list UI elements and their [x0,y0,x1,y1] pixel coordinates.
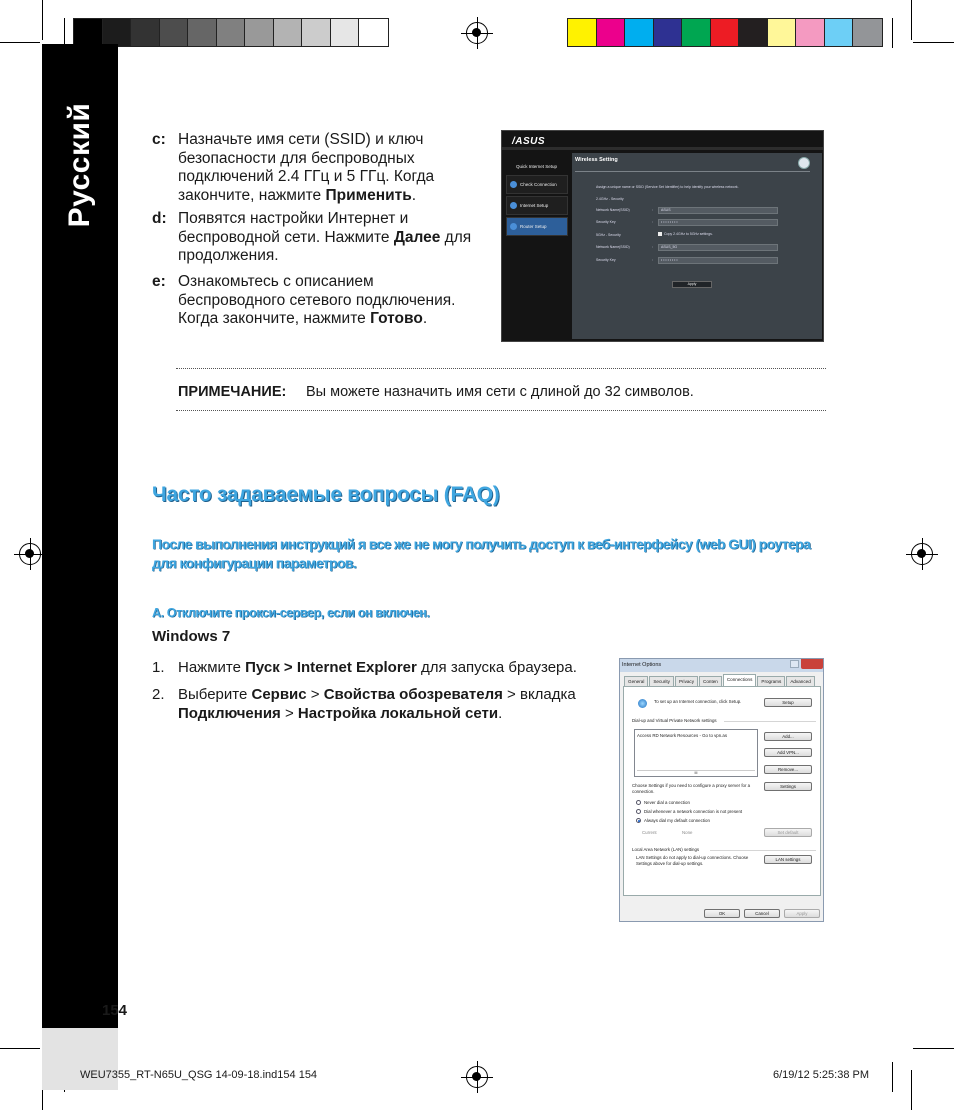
registration-mark-icon [466,22,488,44]
crop-mark [913,1048,954,1049]
crop-mark [911,1070,912,1110]
language-title: Русский [63,102,96,228]
step-label: c: [152,131,166,148]
close-icon[interactable] [801,659,823,669]
tab-security[interactable]: Security [649,676,674,686]
crop-mark [913,42,954,43]
help-icon[interactable] [790,660,799,668]
color-swatch [302,19,331,46]
color-swatch [188,19,217,46]
list-scrollbar[interactable]: III [637,770,755,775]
ssid-5-input[interactable]: ASUS_5G [658,244,778,251]
note-label: ПРИМЕЧАНИЕ: [178,384,287,400]
color-swatch [825,19,854,46]
color-swatch [331,19,360,46]
footer-file-info: WEU7355_RT-N65U_QSG 14-09-18.ind154 154 [80,1069,318,1081]
apply-button[interactable]: Apply [672,281,712,288]
wireless-setting-panel [572,153,822,339]
setup-button[interactable]: Setup [764,698,812,707]
dialog-tabs [624,676,816,686]
color-swatch [160,19,189,46]
panel-description: Assign a unique name or SSID (Service Set Identifier) to help identify your wireless network. [596,185,739,189]
divider [176,368,826,369]
color-swatch [359,19,388,46]
home-icon[interactable] [798,157,810,169]
settings-button[interactable]: Settings [764,782,812,791]
faq-title: Часто задаваемые вопросы (FAQ) [152,483,500,506]
color-swatch [853,19,882,46]
section-5ghz: 5GHz - Security Copy 2.4GHz to 5GHz settings. [596,232,713,237]
connections-tab-body [623,686,821,896]
tab-general[interactable]: General [624,676,648,686]
color-swatch [654,19,683,46]
registration-mark-icon [466,1066,488,1088]
faq-question: После выполнения инструкций я все же не могу получить доступ к веб-интерфейсу (web GUI) роутера для конфигурации параметров. [152,536,811,571]
os-heading: Windows 7 [152,628,231,645]
color-swatch [768,19,797,46]
tab-content[interactable]: Conten [699,676,722,686]
tab-privacy[interactable]: Privacy [675,676,698,686]
menu-item-check-connection[interactable]: Check Connection [506,175,568,194]
registration-mark-icon [911,543,933,565]
tab-advanced[interactable]: Advanced [786,676,814,686]
color-swatch [274,19,303,46]
key-24-row: Security Key : • • • • • • • • [596,219,806,227]
faq-answer-a: A. Отключите прокси-сервер, если он включен. [152,606,430,620]
step-text: Появятся настройки Интернет и беспроводной сети. Нажмите Далее для продолжения. [178,210,472,264]
color-swatch [245,19,274,46]
crop-mark [0,1048,40,1049]
divider [176,410,826,411]
key-24-input[interactable]: • • • • • • • • [658,219,778,226]
step-text: Ознакомьтесь с описанием беспроводного сетевого подключения. Когда закончите, нажмите Готово. [178,273,456,327]
color-swatch [625,19,654,46]
menu-item-router-setup[interactable]: Router Setup [506,217,568,236]
color-swatch-bar [567,18,883,47]
language-tab [52,102,108,228]
internet-options-dialog [619,658,824,922]
list-item[interactable]: Access RD Network Resources - Go to vpn.as [637,733,728,738]
ssid-24-row: Network Name(SSID) : ASUS [596,207,806,215]
asus-logo: /ASUS [512,136,546,147]
radio-label: Always dial my default connection [644,818,710,823]
color-swatch [739,19,768,46]
step-icon [510,202,517,209]
crop-mark [892,18,893,48]
cancel-button[interactable]: Cancel [744,909,780,918]
router-wireless-setting-screenshot [501,130,824,342]
step-label: d: [152,210,167,227]
set-default-button[interactable]: Set default [764,828,812,837]
color-swatch [711,19,740,46]
step-icon [510,181,517,188]
proxy-text: Choose Settings if you need to configure a proxy server for a connection. [632,783,751,794]
dialog-title: Internet Options [622,662,662,668]
lan-settings-button[interactable]: LAN settings [764,855,812,864]
grey-swatch-bar [73,18,389,47]
radio-dial-when-needed[interactable] [636,809,641,814]
panel-title: Wireless Setting [575,157,618,163]
page-number: 154 [102,1002,128,1019]
crop-mark [892,1062,893,1092]
crop-mark [0,42,40,43]
current-label: Current [642,830,657,835]
ssid-24-input[interactable]: ASUS [658,207,778,214]
vpn-list[interactable] [634,729,758,777]
ssid-5-row: Network Name(SSID) : ASUS_5G [596,244,806,252]
dialup-header: Dial-up and Virtual Private Network settings [632,718,717,723]
add-button[interactable]: Add... [764,732,812,741]
key-5-input[interactable]: • • • • • • • • [658,257,778,264]
radio-never-dial[interactable] [636,800,641,805]
lan-text: LAN Settings do not apply to dial-up connections. Choose Settings above for dial-up settings. [636,855,749,866]
radio-always-dial[interactable] [636,818,641,823]
globe-icon [638,699,647,708]
apply-button[interactable]: Apply [784,909,820,918]
quick-setup-menu [506,161,568,238]
tab-programs[interactable]: Programs [757,676,785,686]
current-value: None [682,830,693,835]
lan-header: Local Area Network (LAN) settings [632,847,700,852]
color-swatch [131,19,160,46]
tab-connections[interactable]: Connections [723,674,757,686]
color-swatch [568,19,597,46]
menu-item-internet-setup[interactable]: Internet Setup [506,196,568,215]
color-swatch [103,19,132,46]
crop-mark [42,0,43,40]
remove-button[interactable]: Remove... [764,765,812,774]
color-swatch [597,19,626,46]
footer-timestamp: 6/19/12 5:25:38 PM [773,1069,870,1081]
menu-head: Quick Internet Setup [516,164,558,169]
copy-settings-checkbox[interactable]: Copy 2.4GHz to 5GHz settings. [658,232,713,236]
setup-text: To set up an Internet connection, click Setup. [654,699,742,704]
add-vpn-button[interactable]: Add VPN... [764,748,812,757]
note-text: Вы можете назначить имя сети с длиной до 32 символов. [306,384,694,400]
section-24ghz: 2.4GHz - Security [596,197,624,201]
color-swatch [217,19,246,46]
crop-mark [911,0,912,40]
color-swatch [796,19,825,46]
step-text: Назначьте имя сети (SSID) и ключ безопасности для беспроводных подключений 2.4 ГГц и 5 ГГц. Когда закончите, нажмите Применить. [178,131,435,204]
step-icon [510,223,517,230]
registration-mark-icon [19,543,41,565]
ok-button[interactable]: OK [704,909,740,918]
color-swatch [682,19,711,46]
dialog-titlebar [620,659,823,672]
radio-label: Dial whenever a network connection is not present [644,809,743,814]
radio-label: Never dial a connection [644,800,690,805]
color-swatch [74,19,103,46]
step-label: e: [152,273,166,290]
key-5-row: Security Key : • • • • • • • • [596,257,806,265]
